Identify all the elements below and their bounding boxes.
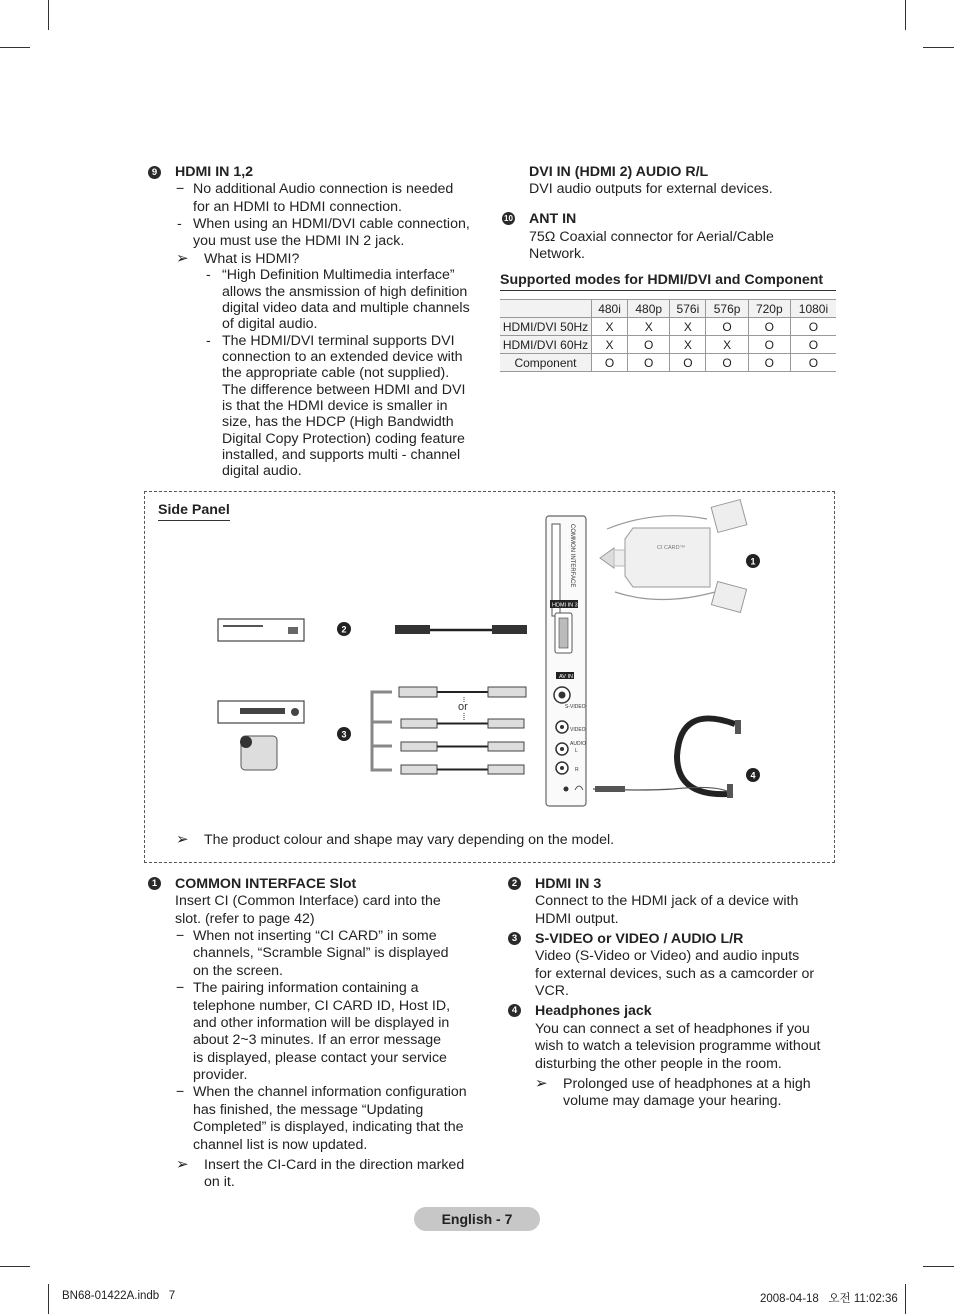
section-line: HDMI output. <box>535 911 619 927</box>
or-label: or <box>458 701 468 713</box>
section-line: 75Ω Coaxial connector for Aerial/Cable <box>529 229 774 245</box>
table-row <box>500 318 836 336</box>
crop-mark <box>923 1266 954 1267</box>
section-line: disturbing the other people in the room. <box>535 1056 782 1072</box>
bullet-line: channel list is now updated. <box>193 1137 368 1153</box>
hdmi-plug-right <box>492 625 527 634</box>
card-thumb-top <box>711 500 747 533</box>
section-line: wish to watch a television programme without <box>535 1038 821 1054</box>
callout-number: 9 <box>148 166 161 179</box>
camcorder-lens <box>240 736 252 748</box>
section-title: COMMON INTERFACE Slot <box>175 876 357 892</box>
bullet-line: telephone number, CI CARD ID, Host ID, <box>193 998 451 1014</box>
bullet-line: digital audio. <box>222 463 302 479</box>
bullet-line: the appropriate cable (not supplied). <box>222 365 450 381</box>
dvd-buttons <box>288 627 298 634</box>
table-cell: O <box>592 354 628 372</box>
section-text: DVI audio outputs for external devices. <box>529 181 773 197</box>
bullet-line: is that the HDMI device is smaller in <box>222 398 448 414</box>
section-line: Network. <box>529 246 585 262</box>
row-header: HDMI/DVI 50Hz <box>500 318 592 336</box>
crop-mark <box>905 1284 906 1314</box>
note-arrow-icon: ➢ <box>535 1075 548 1092</box>
section-line: VCR. <box>535 983 569 999</box>
table-cell: O <box>748 354 790 372</box>
callout-number: 1 <box>148 877 161 890</box>
cable-bracket <box>372 692 392 770</box>
callout-3-label: 3 <box>341 729 347 740</box>
table-cell: O <box>706 318 748 336</box>
bullet-line: is displayed, please contact your service <box>193 1050 447 1066</box>
section-title: HDMI IN 3 <box>535 876 602 892</box>
bullet-mark: - <box>177 216 182 232</box>
modes-title: Supported modes for HDMI/DVI and Component <box>500 272 824 288</box>
bullet-line: size, has the HDCP (High Bandwidth <box>222 414 454 430</box>
rca-cable-audio-r <box>401 765 524 774</box>
headphone-jack <box>564 787 569 792</box>
section-title: S-VIDEO or VIDEO / AUDIO L/R <box>535 931 744 947</box>
bullet-line: The pairing information containing a <box>193 980 419 996</box>
bullet-line: installed, and supports multi - channel <box>222 447 461 463</box>
bullet-line: When not inserting “CI CARD” in some <box>193 928 437 944</box>
table-row <box>500 336 836 354</box>
table-cell: X <box>670 318 706 336</box>
footer-timestamp: 2008-04-18 오전 11:02:36 <box>760 1293 898 1305</box>
s-video-label: S-VIDEO <box>565 704 586 710</box>
video-label: VIDEO <box>570 727 586 733</box>
title-underline <box>500 290 836 291</box>
audio-label: AUDIO <box>570 741 586 747</box>
ci-slot-label: COMMON INTERFACE <box>569 524 575 588</box>
intro-line: Insert CI (Common Interface) card into the <box>175 893 441 909</box>
side-panel-note: The product colour and shape may vary depending on the model. <box>204 832 615 848</box>
column-header: 480i <box>592 300 628 318</box>
section-title: Headphones jack <box>535 1003 652 1019</box>
bullet-line: “High Definition Multimedia interface” <box>222 267 455 283</box>
bullet-line: and other information will be displayed in <box>193 1015 450 1031</box>
section-line: for external devices, such as a camcorder or <box>535 966 815 982</box>
table-cell: O <box>790 354 836 372</box>
headphone-plug <box>595 786 625 792</box>
table-cell: O <box>748 318 790 336</box>
crop-mark <box>48 0 49 30</box>
row-header: HDMI/DVI 60Hz <box>500 336 592 354</box>
insert-arrow-icon <box>600 548 614 568</box>
note-title: What is HDMI? <box>204 251 300 267</box>
bullet-line: No additional Audio connection is needed <box>193 181 454 197</box>
side-panel-title: Side Panel <box>158 502 230 521</box>
section-line: Video (S-Video or Video) and audio inputs <box>535 948 800 964</box>
audio-r-label: R <box>575 767 579 773</box>
dvd-tray <box>223 625 263 627</box>
callout-2-label: 2 <box>341 624 347 635</box>
table-cell: O <box>790 336 836 354</box>
bullet-line: you must use the HDMI IN 2 jack. <box>193 233 405 249</box>
bullet-line: for an HDMI to HDMI connection. <box>193 199 402 215</box>
vcr-knob <box>291 708 299 716</box>
column-header: 480p <box>628 300 670 318</box>
table-cell: O <box>790 318 836 336</box>
callout-number: 4 <box>508 1004 521 1017</box>
bullet-line: on the screen. <box>193 963 283 979</box>
bullet-mark: - <box>206 267 211 283</box>
bullet-line: connection to an extended device with <box>222 349 463 365</box>
column-header: 576p <box>706 300 748 318</box>
table-cell: X <box>706 336 748 354</box>
bullet-line: The difference between HDMI and DVI <box>222 382 466 398</box>
callout-number: 2 <box>508 877 521 890</box>
page-number-badge: English - 7 <box>414 1207 540 1231</box>
bullet-mark: − <box>176 1084 185 1100</box>
hdmi-label: HDMI IN 3 <box>552 602 578 609</box>
footer-filename: BN68-01422A.indb 7 <box>62 1290 176 1302</box>
vcr-slot <box>240 708 285 714</box>
bullet-line: about 2~3 minutes. If an error message <box>193 1032 442 1048</box>
s-video-jack-center <box>559 692 566 699</box>
column-header: 576i <box>670 300 706 318</box>
av-in-label: AV IN <box>559 674 573 680</box>
crop-mark <box>0 1266 30 1267</box>
note-line: Prolonged use of headphones at a high <box>563 1076 811 1092</box>
table-cell: X <box>592 318 628 336</box>
section-title: HDMI IN 1,2 <box>175 164 254 180</box>
callout-1-label: 1 <box>750 556 756 567</box>
audio-r-jack-center <box>560 766 564 770</box>
bullet-mark: − <box>176 181 185 197</box>
crop-mark <box>923 47 954 48</box>
rca-cable-audio-l <box>401 742 524 751</box>
bullet-line: provider. <box>193 1067 248 1083</box>
audio-l-label: L <box>575 748 578 754</box>
note-line: Insert the CI-Card in the direction marked <box>204 1157 465 1173</box>
intro-line: slot. (refer to page 42) <box>175 911 315 927</box>
bullet-line: Digital Copy Protection) coding feature <box>222 431 465 447</box>
card-thumb-bottom <box>711 582 746 613</box>
section-title: ANT IN <box>529 211 577 227</box>
column-header: 1080i <box>790 300 836 318</box>
bullet-line: digital video data and multiple channels <box>222 300 470 316</box>
card-arrow-bottom <box>615 592 715 600</box>
bullet-line: When using an HDMI/DVI cable connection, <box>193 216 470 232</box>
crop-mark <box>48 1284 49 1314</box>
table-cell: X <box>670 336 706 354</box>
svideo-plug-left <box>399 687 437 697</box>
table-cell: X <box>592 336 628 354</box>
ci-card <box>625 528 710 587</box>
table-cell: O <box>706 354 748 372</box>
callout-number: 10 <box>502 212 515 225</box>
headphone-ear-top <box>735 720 741 734</box>
callout-4-label: 4 <box>750 770 756 781</box>
bullet-line: has finished, the message “Updating <box>193 1102 424 1118</box>
section-title: DVI IN (HDMI 2) AUDIO R/L <box>529 164 709 180</box>
bullet-line: Completed” is displayed, indicating that the <box>193 1119 464 1135</box>
table-cell: X <box>628 318 670 336</box>
bullet-line: of digital audio. <box>222 316 318 332</box>
note-arrow-icon: ➢ <box>176 250 189 267</box>
hdmi-plug-left <box>395 625 430 634</box>
crop-mark <box>905 0 906 30</box>
side-panel-diagram <box>145 492 833 860</box>
section-line: You can connect a set of headphones if you <box>535 1021 810 1037</box>
bullet-line: When the channel information configuration <box>193 1084 467 1100</box>
card-arrow-top <box>607 516 707 529</box>
bullet-mark: − <box>176 928 185 944</box>
hdmi-port-inner <box>559 618 568 648</box>
modes-table <box>500 299 836 372</box>
note-arrow-icon: ➢ <box>176 831 189 848</box>
table-cell: O <box>628 354 670 372</box>
section-line: Connect to the HDMI jack of a device with <box>535 893 799 909</box>
bullet-mark: - <box>206 333 211 349</box>
table-cell: O <box>628 336 670 354</box>
table-row <box>500 354 836 372</box>
table-corner-cell <box>500 300 592 318</box>
bullet-mark: − <box>176 980 185 996</box>
table-cell: O <box>748 336 790 354</box>
audio-l-jack-center <box>560 747 564 751</box>
note-line: volume may damage your hearing. <box>563 1093 782 1109</box>
bullet-line: allows the ansmission of high definition <box>222 284 468 300</box>
bullet-line: The HDMI/DVI terminal supports DVI <box>222 333 455 349</box>
crop-mark <box>0 47 30 48</box>
table-header-row <box>500 300 836 318</box>
bullet-line: channels, “Scramble Signal” is displayed <box>193 945 449 961</box>
svideo-plug-right <box>488 687 526 697</box>
rca-cable-video <box>401 719 524 728</box>
note-arrow-icon: ➢ <box>176 1156 189 1173</box>
callout-number: 3 <box>508 932 521 945</box>
column-header: 720p <box>748 300 790 318</box>
video-jack-center <box>560 725 564 729</box>
headphone-band <box>677 718 735 794</box>
table-cell: O <box>670 354 706 372</box>
row-header: Component <box>500 354 592 372</box>
ci-card-label: CI CARD™ <box>657 545 686 551</box>
note-line: on it. <box>204 1174 235 1190</box>
insert-arrow-body <box>614 550 626 566</box>
